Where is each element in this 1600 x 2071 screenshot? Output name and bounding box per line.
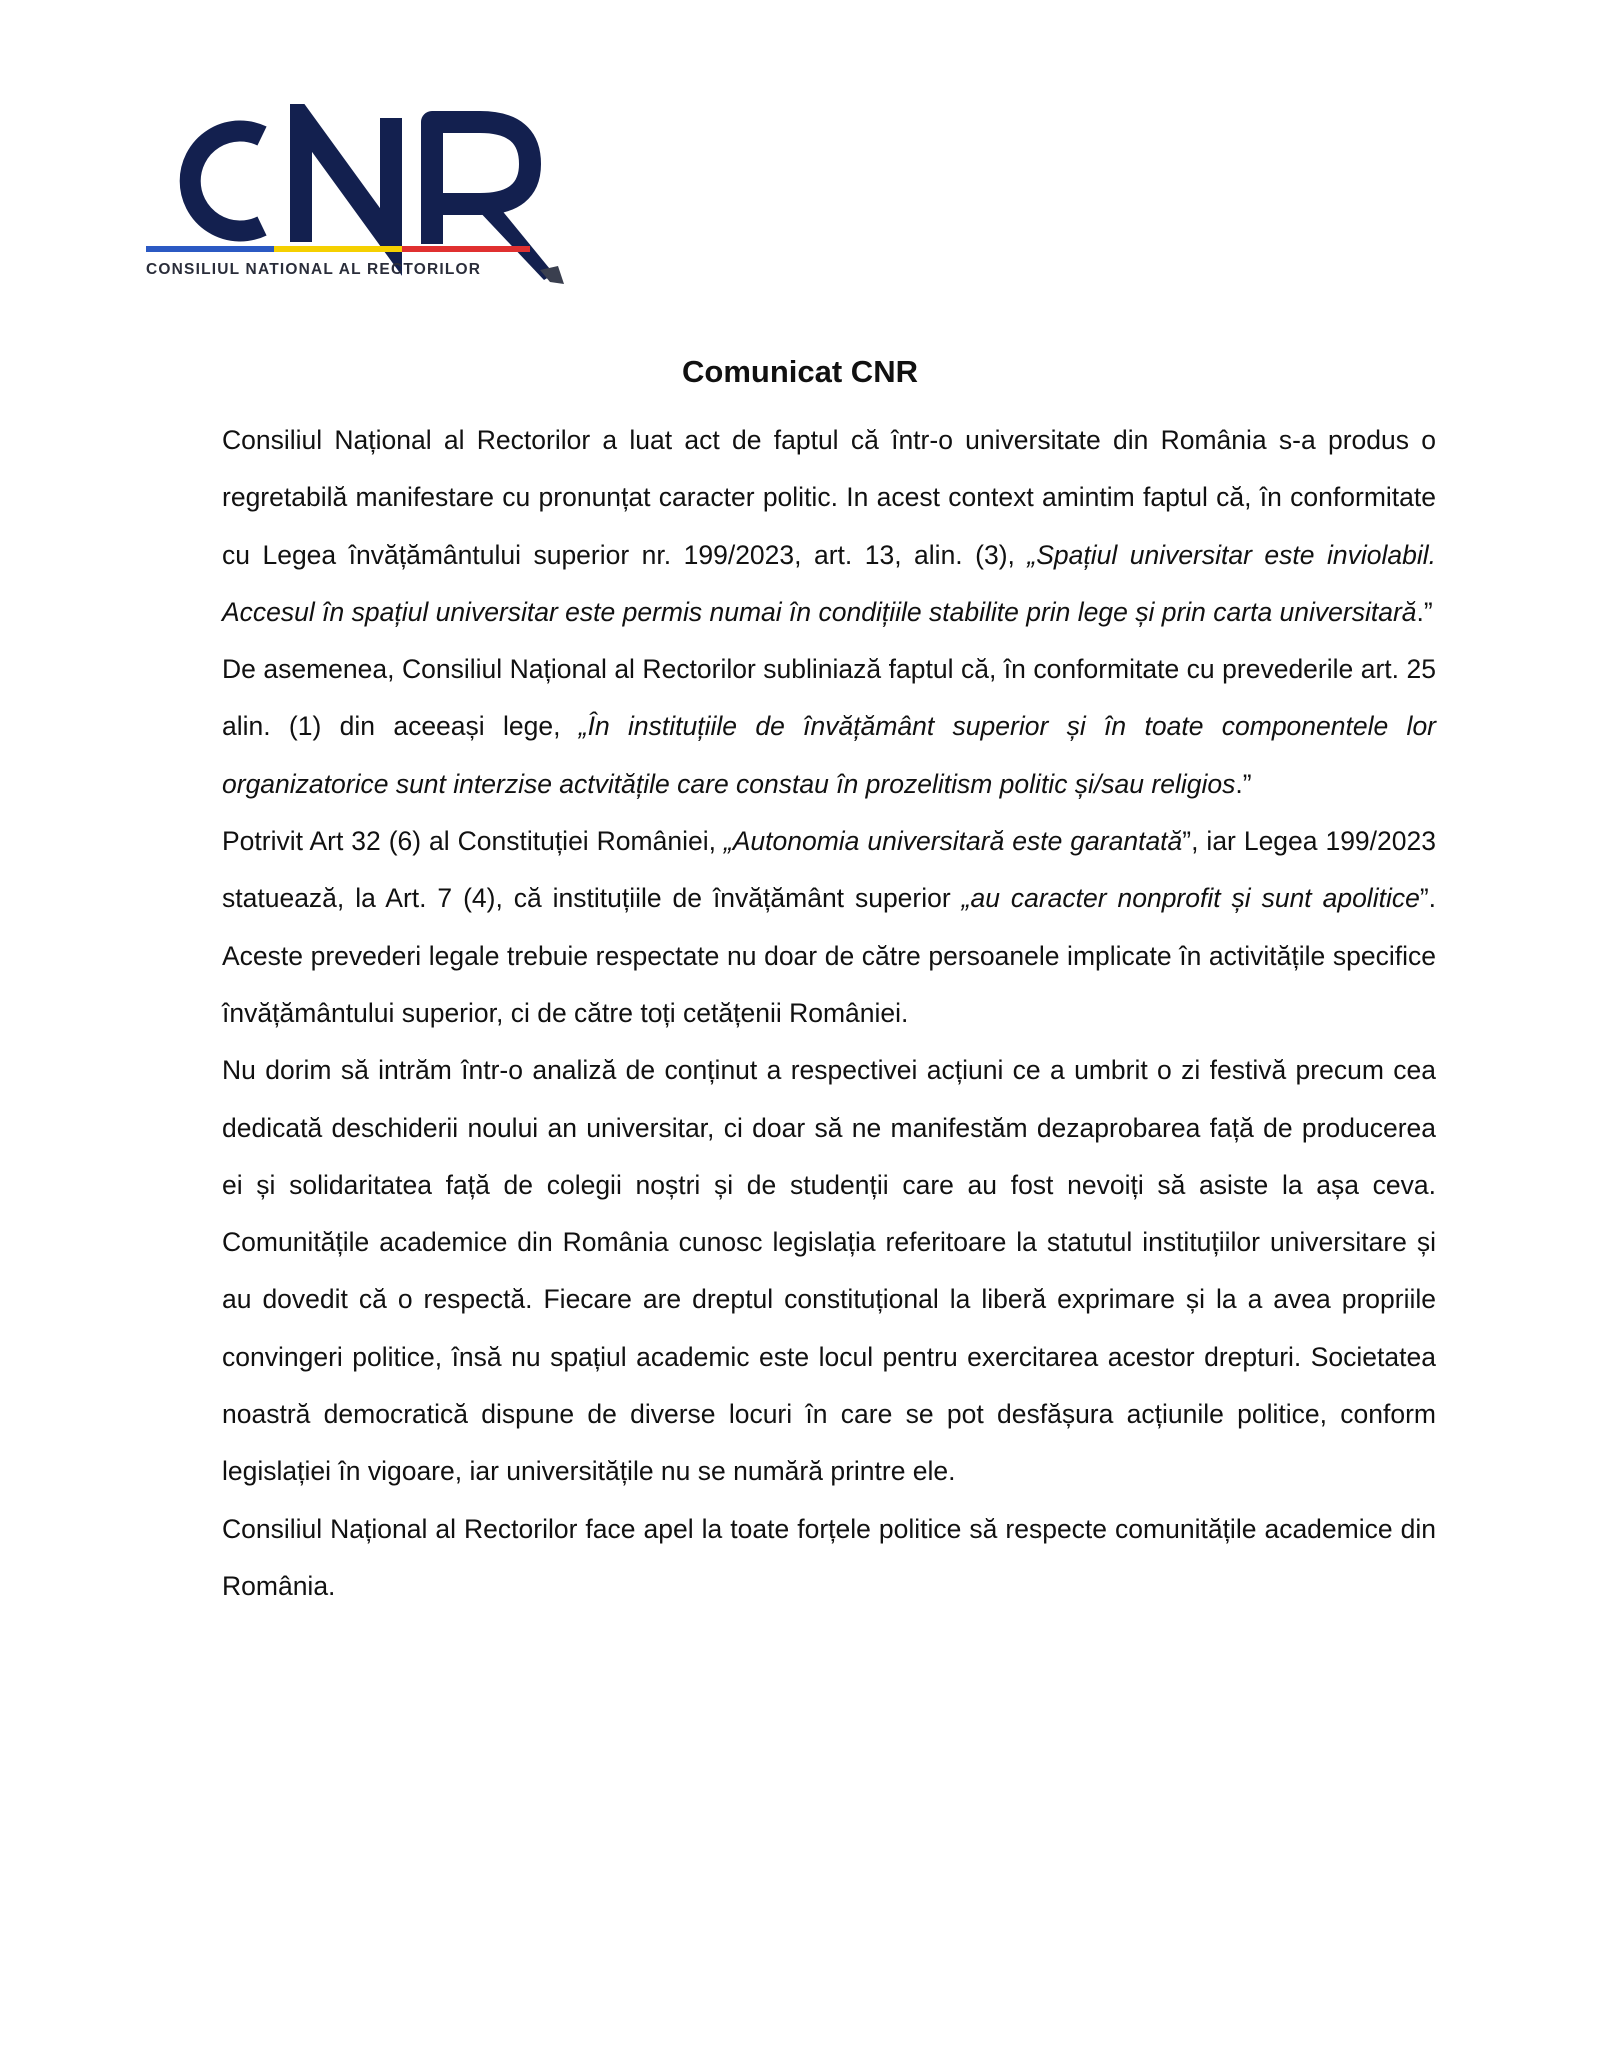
- quoted-text: „În instituțiile de învățământ superior și în toate componentele lor organizatorice sunt interzise actvitățile care constau în prozelitism politic și/sau religios: [222, 711, 1437, 799]
- communique-body: [222, 412, 1436, 1615]
- paragraph-text: .”: [1416, 596, 1433, 627]
- pen-nib-icon: [476, 208, 554, 280]
- logo-letter-c: [190, 131, 262, 231]
- paragraph-text: ”, iar Legea 199/2023 statuează, la Art. 7 (4), că instituțiile de învățământ superior: [222, 826, 1436, 914]
- paragraph-5: [222, 1501, 1436, 1616]
- paragraph-1: [222, 412, 1436, 641]
- paragraph-text: Consiliul Național al Rectorilor a luat act de faptul că într-o universitate din România s-a produs o regretabilă manifestare cu pronunțat caracter politic. In acest context amintim faptul că, în conformitate cu Legea învățământului superior nr. 199/2023, art. 13, alin. (3),: [222, 425, 1436, 570]
- paragraph-2: [222, 641, 1436, 813]
- paragraph-text: Consiliul Național al Rectorilor face apel la toate forțele politice să respecte comunitățile academice din România.: [222, 1513, 1436, 1601]
- paragraph-text: .”: [1235, 768, 1252, 799]
- logo-letter-n: [301, 118, 391, 242]
- cnr-logo: [146, 104, 566, 284]
- logo-subtitle: CONSILIUL NATIONAL AL RECTORILOR: [146, 261, 482, 278]
- paragraph-text: ”. Aceste prevederi legale trebuie respectate nu doar de către persoanele implicate în activitățile specifice învățământului superior, ci de către toți cetățenii României.: [222, 883, 1437, 1028]
- paragraph-text: De asemenea, Consiliul Național al Rectorilor subliniază faptul că, în conformitate cu prevederile art. 25 alin. (1) din aceeași lege,: [222, 654, 1436, 742]
- tricolor-yellow: [274, 246, 402, 252]
- page-title: Comunicat CNR: [682, 354, 918, 389]
- paragraph-text: Nu dorim să intrăm într-o analiză de conținut a respectivei acțiuni ce a umbrit o zi festivă precum cea dedicată deschiderii noului an universitar, ci doar să ne manifestăm dezaprobarea față de producerea ei și solidaritatea față de colegii noștri și de studenții care au fost nevoiți să asiste la așa ceva. Comunitățile academice din România cunosc legislația referitoare la statutul instituțiilor universitare și au dovedit că o respectă. Fiecare are dreptul constituțional la liberă exprimare și la a avea propriile convingeri politice, însă nu spațiul academic este locul pentru exercitarea acestor drepturi. Societatea noastră democratică dispune de diverse locuri în care se pot desfășura acțiunile politice, conform legislației în vigoare, iar universitățile nu se numără printre ele.: [222, 1055, 1436, 1487]
- logo-letter-r: [432, 122, 530, 244]
- paragraph-3: [222, 813, 1436, 1042]
- tricolor-red: [402, 246, 530, 252]
- paragraph-text: Potrivit Art 32 (6) al Constituției României,: [222, 826, 724, 857]
- quoted-text: „Autonomia universitară este garantată: [723, 826, 1183, 857]
- paragraph-4: [222, 1042, 1436, 1500]
- tricolor-blue: [146, 246, 274, 252]
- quoted-text: „au caracter nonprofit și sunt apolitice: [961, 883, 1420, 914]
- quoted-text: „Spațiul universitar este inviolabil. Accesul în spațiul universitar este permis numai în condițiile stabilite prin lege și prin carta universitară: [222, 539, 1436, 627]
- cnr-logo-graphic: [146, 104, 566, 284]
